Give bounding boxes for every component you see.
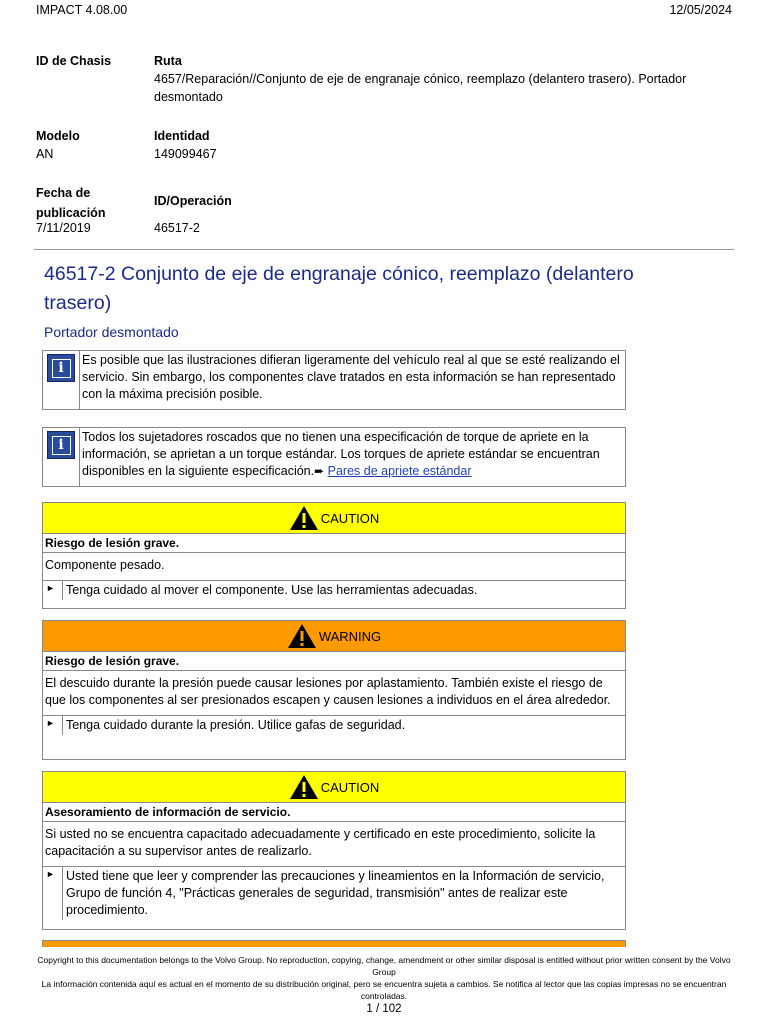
info-note-text: Es posible que las ilustraciones difieran ligeramente del vehículo real al que se esté realizando el servicio. Sin embargo, los componentes clave tratados en esta información se han representado con la máxima precisión posible. <box>82 353 620 401</box>
hazard-text: El descuido durante la presión puede causar lesiones por aplastamiento. También existe el riesgo de que los componentes al ser presionados escapen y causen lesiones a individuos en el área alrededor. <box>45 676 611 707</box>
info-note-torque <box>42 427 626 487</box>
pubdate-value: 7/11/2019 <box>36 221 91 235</box>
footer <box>0 954 768 1002</box>
model-value: AN <box>36 147 54 161</box>
divider <box>34 249 734 250</box>
info-icon: i <box>47 431 75 459</box>
print-date: 12/05/2024 <box>669 3 732 17</box>
hazard-text: Si usted no se encuentra capacitado adecuadamente y certificado en este procedimiento, solicite la capacitación a su supervisor antes de realizarlo. <box>45 827 596 858</box>
operation-label: ID/Operación <box>154 194 232 208</box>
list-item <box>43 715 625 735</box>
copyright-notice: Copyright to this documentation belongs to the Volvo Group. No reproduction, copying, change, amendment or other similar disposal is entitled without prior written consent by the Volvo Group <box>37 955 731 977</box>
caution-box-service-info <box>42 771 626 930</box>
route-label: Ruta <box>154 54 182 68</box>
identity-label: Identidad <box>154 129 210 143</box>
operation-value: 46517-2 <box>154 221 200 235</box>
standard-torque-link[interactable]: Pares de apriete estándar <box>327 464 472 478</box>
bullet-icon: ► <box>43 581 63 600</box>
info-note-text: Todos los sujetadores roscados que no tienen una especificación de torque de apriete en la información, se aprietan a un torque estándar. Los torques de apriete estándar se encuentran disponibles en la siguiente especificación. <box>82 430 600 478</box>
model-label: Modelo <box>36 129 80 143</box>
instruction-text: Tenga cuidado al mover el componente. Use las herramientas adecuadas. <box>66 583 478 597</box>
warning-box-pressing <box>42 620 626 760</box>
caution-label: CAUTION <box>320 779 380 795</box>
bullet-icon: ► <box>43 867 63 920</box>
info-note-illustrations <box>42 350 626 410</box>
next-warning-box-partial <box>42 940 626 947</box>
arrow-icon: ➨ <box>314 464 325 478</box>
caution-label: CAUTION <box>320 510 380 526</box>
chassis-label: ID de Chasis <box>36 54 112 68</box>
hazard-title: Asesoramiento de información de servicio. <box>45 805 291 819</box>
page-title: 46517-2 Conjunto de eje de engranaje cónico, reemplazo (delantero trasero) <box>44 263 634 314</box>
info-icon: i <box>47 354 75 382</box>
distribution-notice: La información contenida aquí es actual en el momento de su distribución original, pero se encuentra sujeta a cambios. Se notifica al lector que las copias impresas no se encuentran controladas. <box>41 979 727 1001</box>
warning-label: WARNING <box>318 628 382 644</box>
warning-triangle-icon <box>289 505 319 531</box>
warning-triangle-icon <box>287 623 317 649</box>
pubdate-label: Fecha de publicación <box>36 186 106 220</box>
hazard-title: Riesgo de lesión grave. <box>45 654 180 668</box>
list-item <box>43 580 625 600</box>
page-subtitle: Portador desmontado <box>44 324 179 340</box>
caution-box-heavy-component <box>42 502 626 609</box>
bullet-icon: ► <box>43 716 63 735</box>
instruction-text: Usted tiene que leer y comprender las precauciones y lineamientos en la Información de servicio, Grupo de función 4, "Prácticas generales de seguridad, transmisión" antes de realizar este procedimiento. <box>66 869 605 917</box>
route-value: 4657/Reparación//Conjunto de eje de engranaje cónico, reemplazo (delantero trasero). Portador desmontado <box>154 72 687 104</box>
identity-value: 149099467 <box>154 147 217 161</box>
page-number: 1 / 102 <box>366 1003 402 1015</box>
hazard-title: Riesgo de lesión grave. <box>45 536 180 550</box>
warning-triangle-icon <box>289 774 319 800</box>
list-item <box>43 866 625 920</box>
hazard-text: Componente pesado. <box>45 558 165 572</box>
app-version: IMPACT 4.08.00 <box>36 3 128 17</box>
instruction-text: Tenga cuidado durante la presión. Utilice gafas de seguridad. <box>66 718 406 732</box>
